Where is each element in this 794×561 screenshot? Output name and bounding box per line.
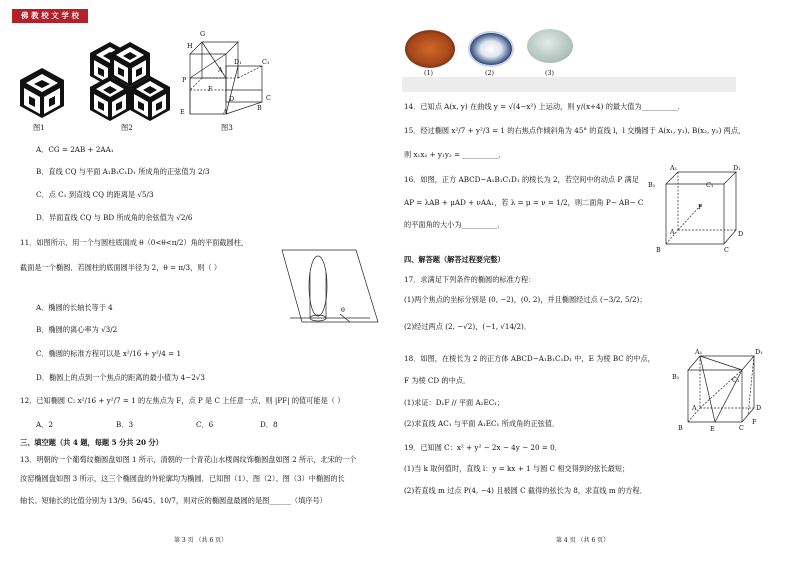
q16-label-P: P <box>698 203 703 211</box>
fig3-label-A: A <box>223 108 228 116</box>
figure-1-label: 图1 <box>33 123 45 132</box>
q16-label-D: D <box>738 230 744 238</box>
q12-stem: 12．已知椭圆 C: x²/16 + y²/7 = 1 的左焦点为 F，点 P 是 C 上任意一点，则 |PF| 的值可能是（ ） <box>20 396 345 405</box>
fig3-label-G: G <box>200 30 206 38</box>
q18-label-C: C <box>739 424 744 432</box>
q17-part2: (2)经过两点 (2, −√2)，(−1, √14/2)． <box>404 322 532 331</box>
plate-1-label: (1) <box>424 69 434 77</box>
fig3-label-A1: A <box>218 66 223 74</box>
q18-label-E: E <box>710 425 715 433</box>
q16-label-A: A <box>670 228 675 236</box>
q16-line3: 的平面角的大小为__________． <box>404 220 505 229</box>
q16-line2: AP = λAB + μAD + νAA₁，若 λ = μ = ν = 1/2，则二面角 P− AB− C <box>404 198 644 207</box>
fig3-label-P: P <box>182 76 187 84</box>
q18-label-C1: C₁ <box>732 376 740 384</box>
q11-theta-label: θ <box>341 306 345 314</box>
fig3-label-H: H <box>187 42 193 50</box>
q11-option-a: A．椭圆的长轴长等于 4 <box>36 303 113 312</box>
q13-line3: 轴长、短轴长的比值分别为 13/9、56/45、10/7，则对应的椭圆盘最圆的是图______（填序号） <box>20 496 327 505</box>
q11-stem-line1: 11．如图所示，用一个与圆柱底面成 θ（0<θ<π/2）角的平面截圆柱， <box>20 238 249 247</box>
fig3-label-E: E <box>180 108 185 116</box>
fig3-label-C: C <box>266 94 271 102</box>
q10-option-b: B．直线 CQ 与平面 A₁B₁C₁D₁ 所成角的正弦值为 2/3 <box>36 167 210 176</box>
figure-1-cube <box>20 68 64 118</box>
q18-label-F: F <box>752 418 757 426</box>
q19-stem: 19．已知圆 C：x² + y² − 2x − 4y − 20 = 0． <box>404 443 562 452</box>
q13-line1: 13．明朝的一个葡萄纹椭圆盘如图 1 所示，清朝的一个青花山水楼阁纹饰椭圆盘如图 2 所示，北宋的一个 <box>20 455 357 464</box>
q18-label-A1: A₁ <box>695 348 703 356</box>
q18-label-D: D <box>756 404 762 412</box>
q19-part2: (2)若直线 m 过点 P(4, −4) 且被圆 C 截得的弦长为 8，求直线 m 的方程． <box>404 486 647 495</box>
grey-bar <box>402 77 736 92</box>
section-3-heading: 三、填空题（共 4 题，每题 5 分共 20 分） <box>20 438 163 447</box>
plate-3-image <box>527 29 573 63</box>
q11-option-d: D．椭圆上的点到一个焦点的距离的最小值为 4−2√3 <box>36 373 205 382</box>
fig3-label-C1: C₁ <box>262 58 270 66</box>
left-page-footer: 第 3 页 （共 6 页） <box>174 537 228 544</box>
right-page-footer: 第 4 页 （共 6 页） <box>556 537 610 544</box>
q18-part1: (1)求证：D₁F // 平面 A₁EC₁； <box>404 398 505 407</box>
plate-2-image <box>468 31 514 67</box>
q12-option-a: A．2 <box>36 420 53 429</box>
q11-option-c: C．椭圆的标准方程可以是 x²/16 + y²/4 = 1 <box>36 349 182 358</box>
q15-line1: 15．经过椭圆 x²/7 + y²/3 = 1 的右焦点作倾斜角为 45° 的直线 l，l 交椭圆于 A(x₁, y₁), B(x₂, y₂) 两点， <box>404 126 746 135</box>
q18-label-D1: D₁ <box>755 348 763 356</box>
q14: 14．已知点 A(x, y) 在曲线 y = √(4−x²) 上运动，则 y/(x+4) 的最大值为__________． <box>404 102 685 111</box>
fig3-label-D1: D₁ <box>234 58 242 66</box>
q18-label-B1: B₁ <box>672 373 680 381</box>
q18-label-B: B <box>678 424 683 432</box>
q19-part1: (1)当 k 取何值时，直线 l：y = kx + 1 与圆 C 相交得到的弦长最短； <box>404 464 630 473</box>
q16-label-D1: D₁ <box>733 164 741 172</box>
q12-option-d: D．8 <box>260 420 278 429</box>
q16-label-C1: C₁ <box>706 181 714 189</box>
q18-line2: F 为棱 CD 的中点． <box>404 376 471 385</box>
plate-2-label: (2) <box>485 69 495 77</box>
q16-label-C: C <box>724 246 729 254</box>
q16-cube-figure <box>650 168 750 258</box>
q17-stem: 17．求满足下列条件的椭圆的标准方程： <box>404 275 536 284</box>
q18-label-A: A <box>692 404 697 412</box>
q11-option-b: B．椭圆的离心率为 √3/2 <box>36 325 118 334</box>
q11-stem-line2: 截面是一个椭圆．若圆柱的底面圆半径为 2，θ = π/3，则（ ） <box>20 263 222 272</box>
q16-label-B: B <box>656 246 661 254</box>
q10-option-a: A．CG = 2AB + 2AA₁ <box>36 145 114 154</box>
figure-2-label: 图2 <box>121 123 133 132</box>
q13-line2: 汝窑椭圆盘如图 3 所示，这三个椭圆盘的外轮廓均为椭圆．已知图（1）、图（2）、图（3）中椭圆的长 <box>20 474 345 483</box>
q16-label-A1: A₁ <box>670 164 678 172</box>
q10-option-d: D．异面直线 CQ 与 BD 所成角的余弦值为 √2/6 <box>36 213 193 222</box>
q12-option-b: B．3 <box>116 420 134 429</box>
plate-3-label: (3) <box>545 69 555 77</box>
fig3-label-B: B <box>257 104 262 112</box>
q16-label-B1: B₁ <box>648 181 656 189</box>
q17-part1: (1)两个焦点的坐标分别是 (0, −2)，(0, 2)，并且椭圆经过点 (−3/2, 5/2)； <box>404 295 647 304</box>
q12-option-c: C．6 <box>196 420 214 429</box>
school-logo: 佛 教 校 文 学 校 <box>12 9 88 23</box>
q11-cylinder-figure <box>280 242 380 330</box>
q16-line1: 16．如图，正方 ABCD−A₁B₁C₁D₁ 的棱长为 2，若空间中的动点 P 满足 <box>404 175 639 184</box>
q10-option-c: C．点 C₁ 到直线 CQ 的距离是 √5/3 <box>36 190 154 199</box>
plate-1-image <box>405 30 455 68</box>
section-4-heading: 四、解答题（解答过程要完整） <box>404 255 505 264</box>
q18-part2: (2)求直线 AC₁ 与平面 A₁EC₁ 所成角的正弦值． <box>404 419 560 428</box>
fig3-label-D: D <box>229 95 235 103</box>
q18-line1: 18．如图，在棱长为 2 的正方体 ABCD−A₁B₁C₁D₁ 中，E 为棱 BC 的中点， <box>404 354 655 363</box>
figure-2-cubes <box>90 42 170 122</box>
fig3-label-F: F <box>208 85 213 93</box>
q15-line2: 则 x₁x₂ + y₁y₂ = __________． <box>404 150 506 159</box>
figure-3-label: 图3 <box>221 123 233 132</box>
